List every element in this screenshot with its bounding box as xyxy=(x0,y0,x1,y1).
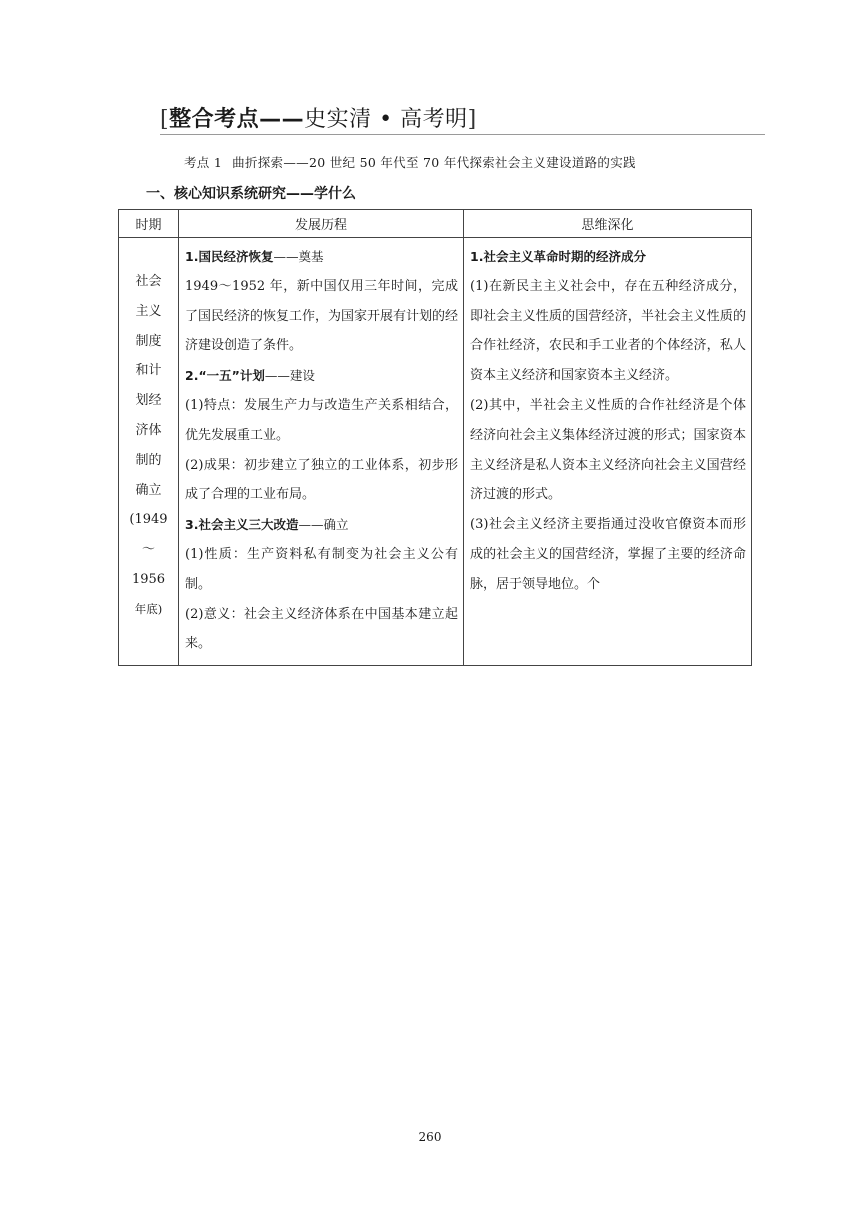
period-line: 划经 xyxy=(135,393,162,409)
header-development: 发展历程 xyxy=(179,210,464,238)
topic-text: 曲折探索——20 世纪 50 年代至 70 年代探索社会主义建设道路的实践 xyxy=(232,155,636,170)
period-line: ～ xyxy=(141,542,155,558)
heading-rest: ——奠基 xyxy=(273,249,324,264)
development-paragraph: (2)成果：初步建立了独立的工业体系，初步形成了合理的工业布局。 xyxy=(185,457,458,503)
period-line: 社会 xyxy=(135,274,162,289)
development-paragraph: (2)意义：社会主义经济体系在中国基本建立起来。 xyxy=(185,606,458,652)
deepening-heading: 1.社会主义革命时期的经济成分 xyxy=(470,249,646,264)
page-number: 260 xyxy=(418,1130,442,1144)
deepening-paragraph: (1)在新民主主义社会中，存在五种经济成分，即社会主义性质的国营经济，半社会主义性质的合作社经济，农民和手工业者的个体经济，私人资本主义经济和国家资本主义经济。 xyxy=(470,278,746,384)
banner-bracket-close: ] xyxy=(467,107,477,132)
period-line: 制度 xyxy=(135,333,162,349)
banner-bracket-open: [ xyxy=(160,107,170,132)
development-cell xyxy=(179,238,464,666)
period-line: 年底) xyxy=(134,601,163,616)
development-heading-1 xyxy=(185,242,458,272)
banner-dash: —— xyxy=(259,107,305,132)
heading-bold: 3.社会主义三大改造 xyxy=(185,517,299,533)
heading-bold: 2.“一五”计划 xyxy=(185,368,265,384)
banner-title xyxy=(160,102,477,133)
period-cell xyxy=(119,238,179,666)
heading-rest: ——确立 xyxy=(298,517,349,533)
header-deepening: 思维深化 xyxy=(464,210,752,238)
period-line: 制的 xyxy=(135,452,162,468)
table-header-row xyxy=(119,210,752,238)
banner-title-rest: 史实清 • 高考明 xyxy=(304,107,468,132)
banner-title-bold: 整合考点 xyxy=(169,107,260,132)
heading-bold: 1.国民经济恢复 xyxy=(185,249,274,264)
period-line: 1956 xyxy=(131,571,166,587)
deepening-paragraph: (2)其中，半社会主义性质的合作社经济是个体经济向社会主义集体经济过渡的形式；国家资本主义经济是私人资本主义经济向社会主义国营经济过渡的形式。 xyxy=(470,397,746,503)
development-paragraph: 1949～1952 年，新中国仅用三年时间，完成了国民经济的恢复工作，为国家开展有计划的经济建设创造了条件。 xyxy=(185,278,459,354)
knowledge-table xyxy=(118,209,752,666)
development-heading-3 xyxy=(185,510,458,540)
period-line: 和计 xyxy=(135,363,162,379)
topic-label: 考点 1 xyxy=(184,155,223,170)
development-paragraph: (1)性质：生产资料私有制变为社会主义公有制。 xyxy=(185,546,458,592)
section-banner xyxy=(160,100,765,135)
section-heading: 一、核心知识系统研究——学什么 xyxy=(146,186,356,202)
development-paragraph: (1)特点：发展生产力与改造生产关系相结合，优先发展重工业。 xyxy=(185,397,458,443)
period-line: (1949 xyxy=(129,512,168,528)
period-line: 确立 xyxy=(135,482,162,498)
period-line: 主义 xyxy=(135,303,162,319)
development-heading-2 xyxy=(185,361,458,391)
heading-rest: ——建设 xyxy=(264,368,315,384)
topic-subtitle xyxy=(184,153,636,171)
period-line: 济体 xyxy=(135,422,162,438)
deepening-paragraph: (3)社会主义经济主要指通过没收官僚资本而形成的社会主义的国营经济，掌握了主要的经济命脉，居于领导地位。个 xyxy=(470,517,746,592)
header-period: 时期 xyxy=(119,210,179,238)
table-row xyxy=(119,238,752,666)
deepening-cell xyxy=(464,238,752,666)
